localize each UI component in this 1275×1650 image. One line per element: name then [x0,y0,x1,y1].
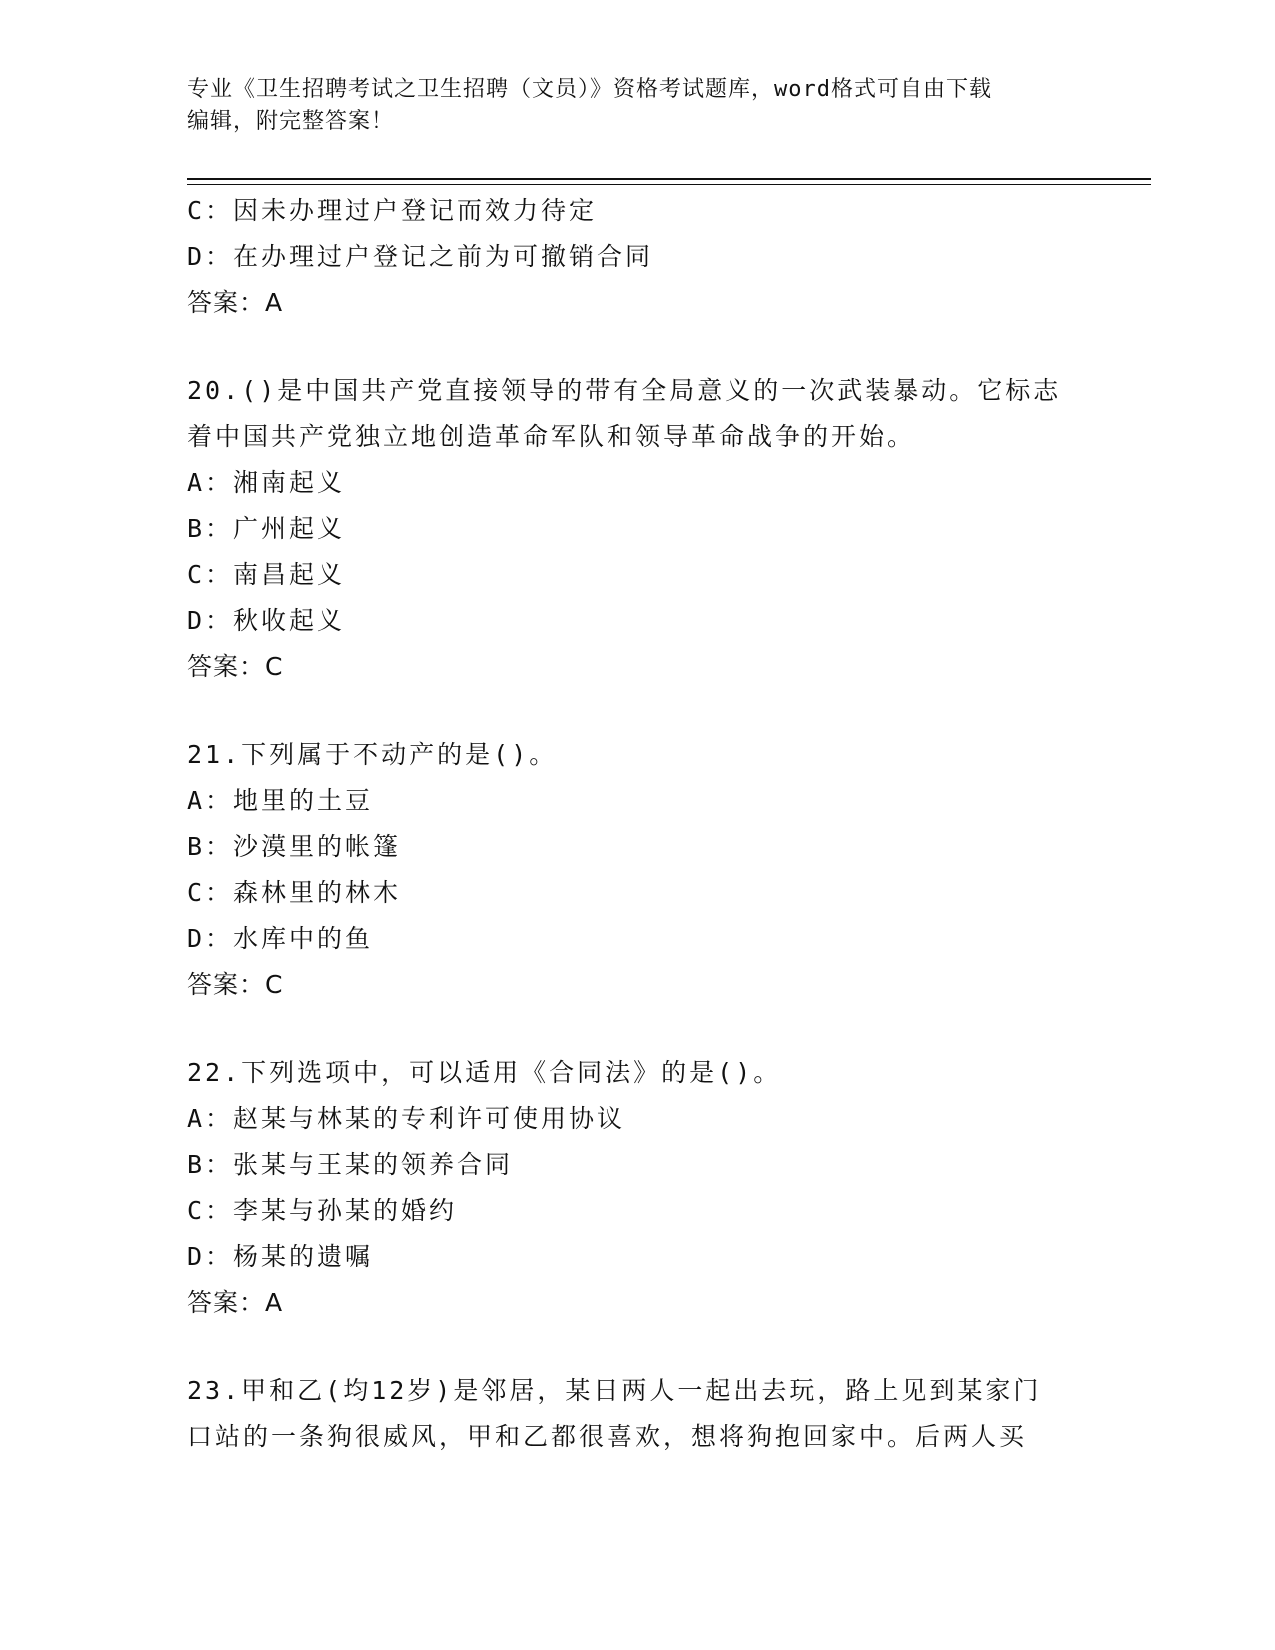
question-stem: 21.下列属于不动产的是()。 [187,740,558,769]
answer-line: 答案：A [187,288,284,317]
option-c: C：南昌起义 [187,560,346,589]
option-b: B：张某与王某的领养合同 [187,1150,514,1179]
question-list [187,188,1087,1460]
document-header [187,74,1087,138]
option-d: D：秋收起义 [187,606,346,635]
option-d: D：杨某的遗嘱 [187,1242,374,1271]
option-d: D：在办理过户登记之前为可撤销合同 [187,242,654,271]
spacer [187,1008,1087,1050]
option-a: A：湘南起义 [187,468,346,497]
answer-line: 答案：C [187,652,284,681]
option-a: A：赵某与林某的专利许可使用协议 [187,1104,626,1133]
header-line-2: 编辑，附完整答案！ [187,109,395,134]
question-stem: 23.甲和乙(均12岁)是邻居，某日两人一起出去玩，路上见到某家门 [187,1376,1042,1405]
question-23 [187,1368,1087,1460]
option-b: B：沙漠里的帐篷 [187,832,402,861]
answer-line: 答案：A [187,1288,284,1317]
question-21 [187,732,1087,1008]
question-20 [187,368,1087,690]
question-stem: 22.下列选项中，可以适用《合同法》的是()。 [187,1058,782,1087]
question-22 [187,1050,1087,1326]
option-a: A：地里的土豆 [187,786,374,815]
header-line-1: 专业《卫生招聘考试之卫生招聘（文员）》资格考试题库，word格式可自由下载 [187,77,992,102]
option-d: D：水库中的鱼 [187,924,374,953]
option-c: C：森林里的林木 [187,878,402,907]
option-c: C：李某与孙某的婚约 [187,1196,458,1225]
header-divider-thin [187,184,1151,185]
question-stem: 着中国共产党独立地创造革命军队和领导革命战争的开始。 [187,422,916,451]
question-19-continued [187,188,1087,326]
spacer [187,690,1087,732]
spacer [187,1326,1087,1368]
question-stem: 口站的一条狗很威风，甲和乙都很喜欢，想将狗抱回家中。后两人买 [187,1422,1028,1451]
header-divider-thick [187,178,1151,180]
answer-line: 答案：C [187,970,284,999]
option-c: C：因未办理过户登记而效力待定 [187,196,598,225]
option-b: B：广州起义 [187,514,346,543]
question-stem: 20.()是中国共产党直接领导的带有全局意义的一次武装暴动。它标志 [187,376,1062,405]
spacer [187,326,1087,368]
